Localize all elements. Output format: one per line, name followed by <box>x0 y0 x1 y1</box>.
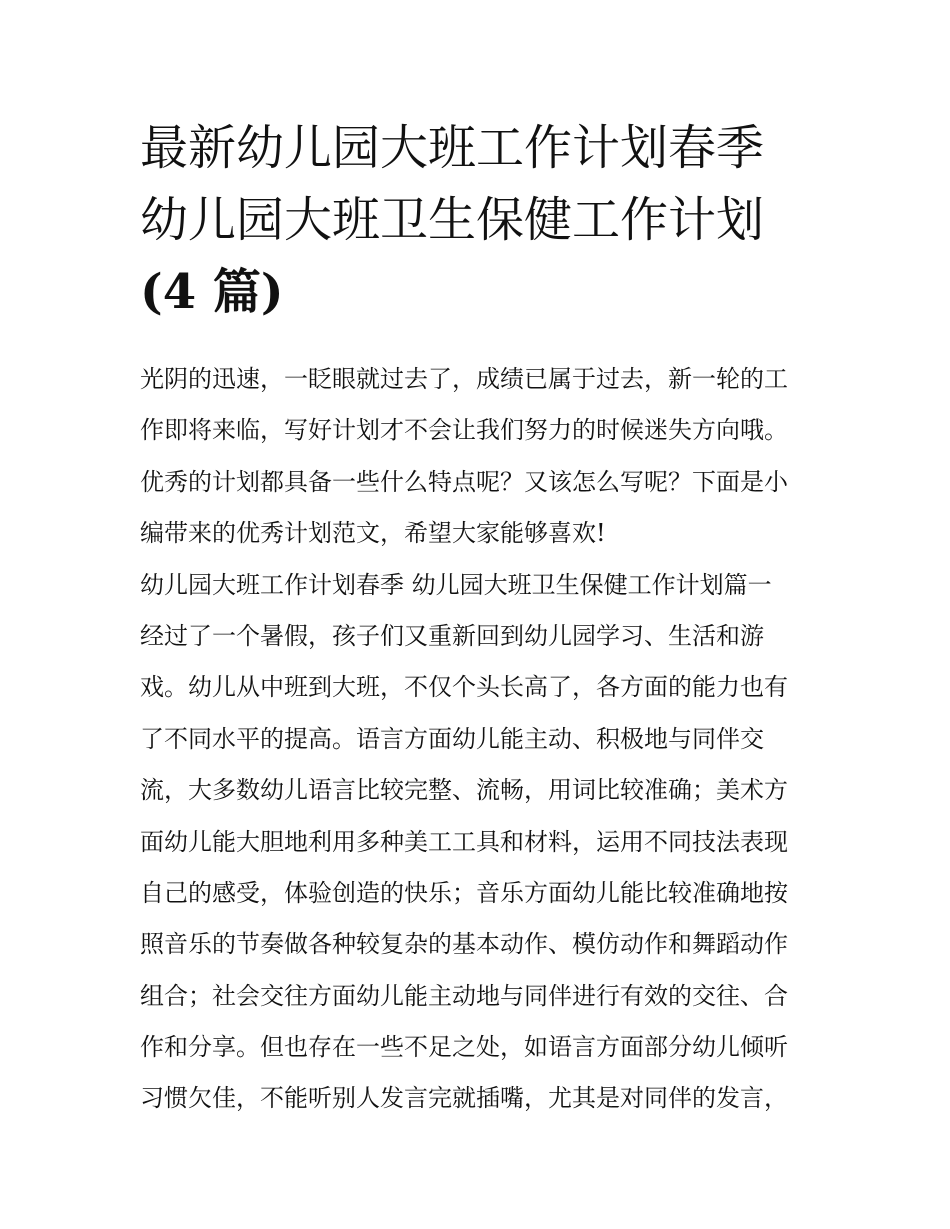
body-line-3: 优秀的计划都具备一些什么特点呢？又该怎么写呢？下面是小 <box>140 467 788 496</box>
body-line-6: 经过了一个暑假，孩子们又重新回到幼儿园学习、生活和游 <box>140 621 764 650</box>
body-line-9: 流，大多数幼儿语言比较完整、流畅，用词比较准确；美术方 <box>140 776 788 805</box>
body-line-12: 照音乐的节奏做各种较复杂的基本动作、模仿动作和舞蹈动作 <box>140 930 788 959</box>
document-title <box>140 112 830 328</box>
document-body <box>140 354 830 1125</box>
body-line-8: 了不同水平的提高。语言方面幼儿能主动、积极地与同伴交 <box>140 724 764 753</box>
title-line-1: 最新幼儿园大班工作计划春季 <box>140 120 765 176</box>
title-article-count: (4 篇) <box>140 264 284 320</box>
body-line-2: 作即将来临，写好计划才不会让我们努力的时候迷失方向哦。 <box>140 416 788 445</box>
body-line-10: 面幼儿能大胆地利用多种美工工具和材料，运用不同技法表现 <box>140 827 788 856</box>
body-line-15: 习惯欠佳，不能听别人发言完就插嘴，尤其是对同伴的发言， <box>140 1084 788 1113</box>
body-line-4: 编带来的优秀计划范文，希望大家能够喜欢! <box>140 519 606 548</box>
title-line-2: 幼儿园大班卫生保健工作计划 <box>140 192 765 248</box>
body-line-14: 作和分享。但也存在一些不足之处，如语言方面部分幼儿倾听 <box>140 1033 788 1062</box>
body-line-13: 组合；社会交往方面幼儿能主动地与同伴进行有效的交往、合 <box>140 981 788 1010</box>
section-heading-line: 幼儿园大班工作计划春季 幼儿园大班卫生保健工作计划篇一 <box>140 570 772 599</box>
body-line-11: 自己的感受，体验创造的快乐；音乐方面幼儿能比较准确地按 <box>140 878 788 907</box>
body-line-7: 戏。幼儿从中班到大班，不仅个头长高了，各方面的能力也有 <box>140 673 788 702</box>
body-line-1: 光阴的迅速，一眨眼就过去了，成绩已属于过去，新一轮的工 <box>140 365 788 393</box>
